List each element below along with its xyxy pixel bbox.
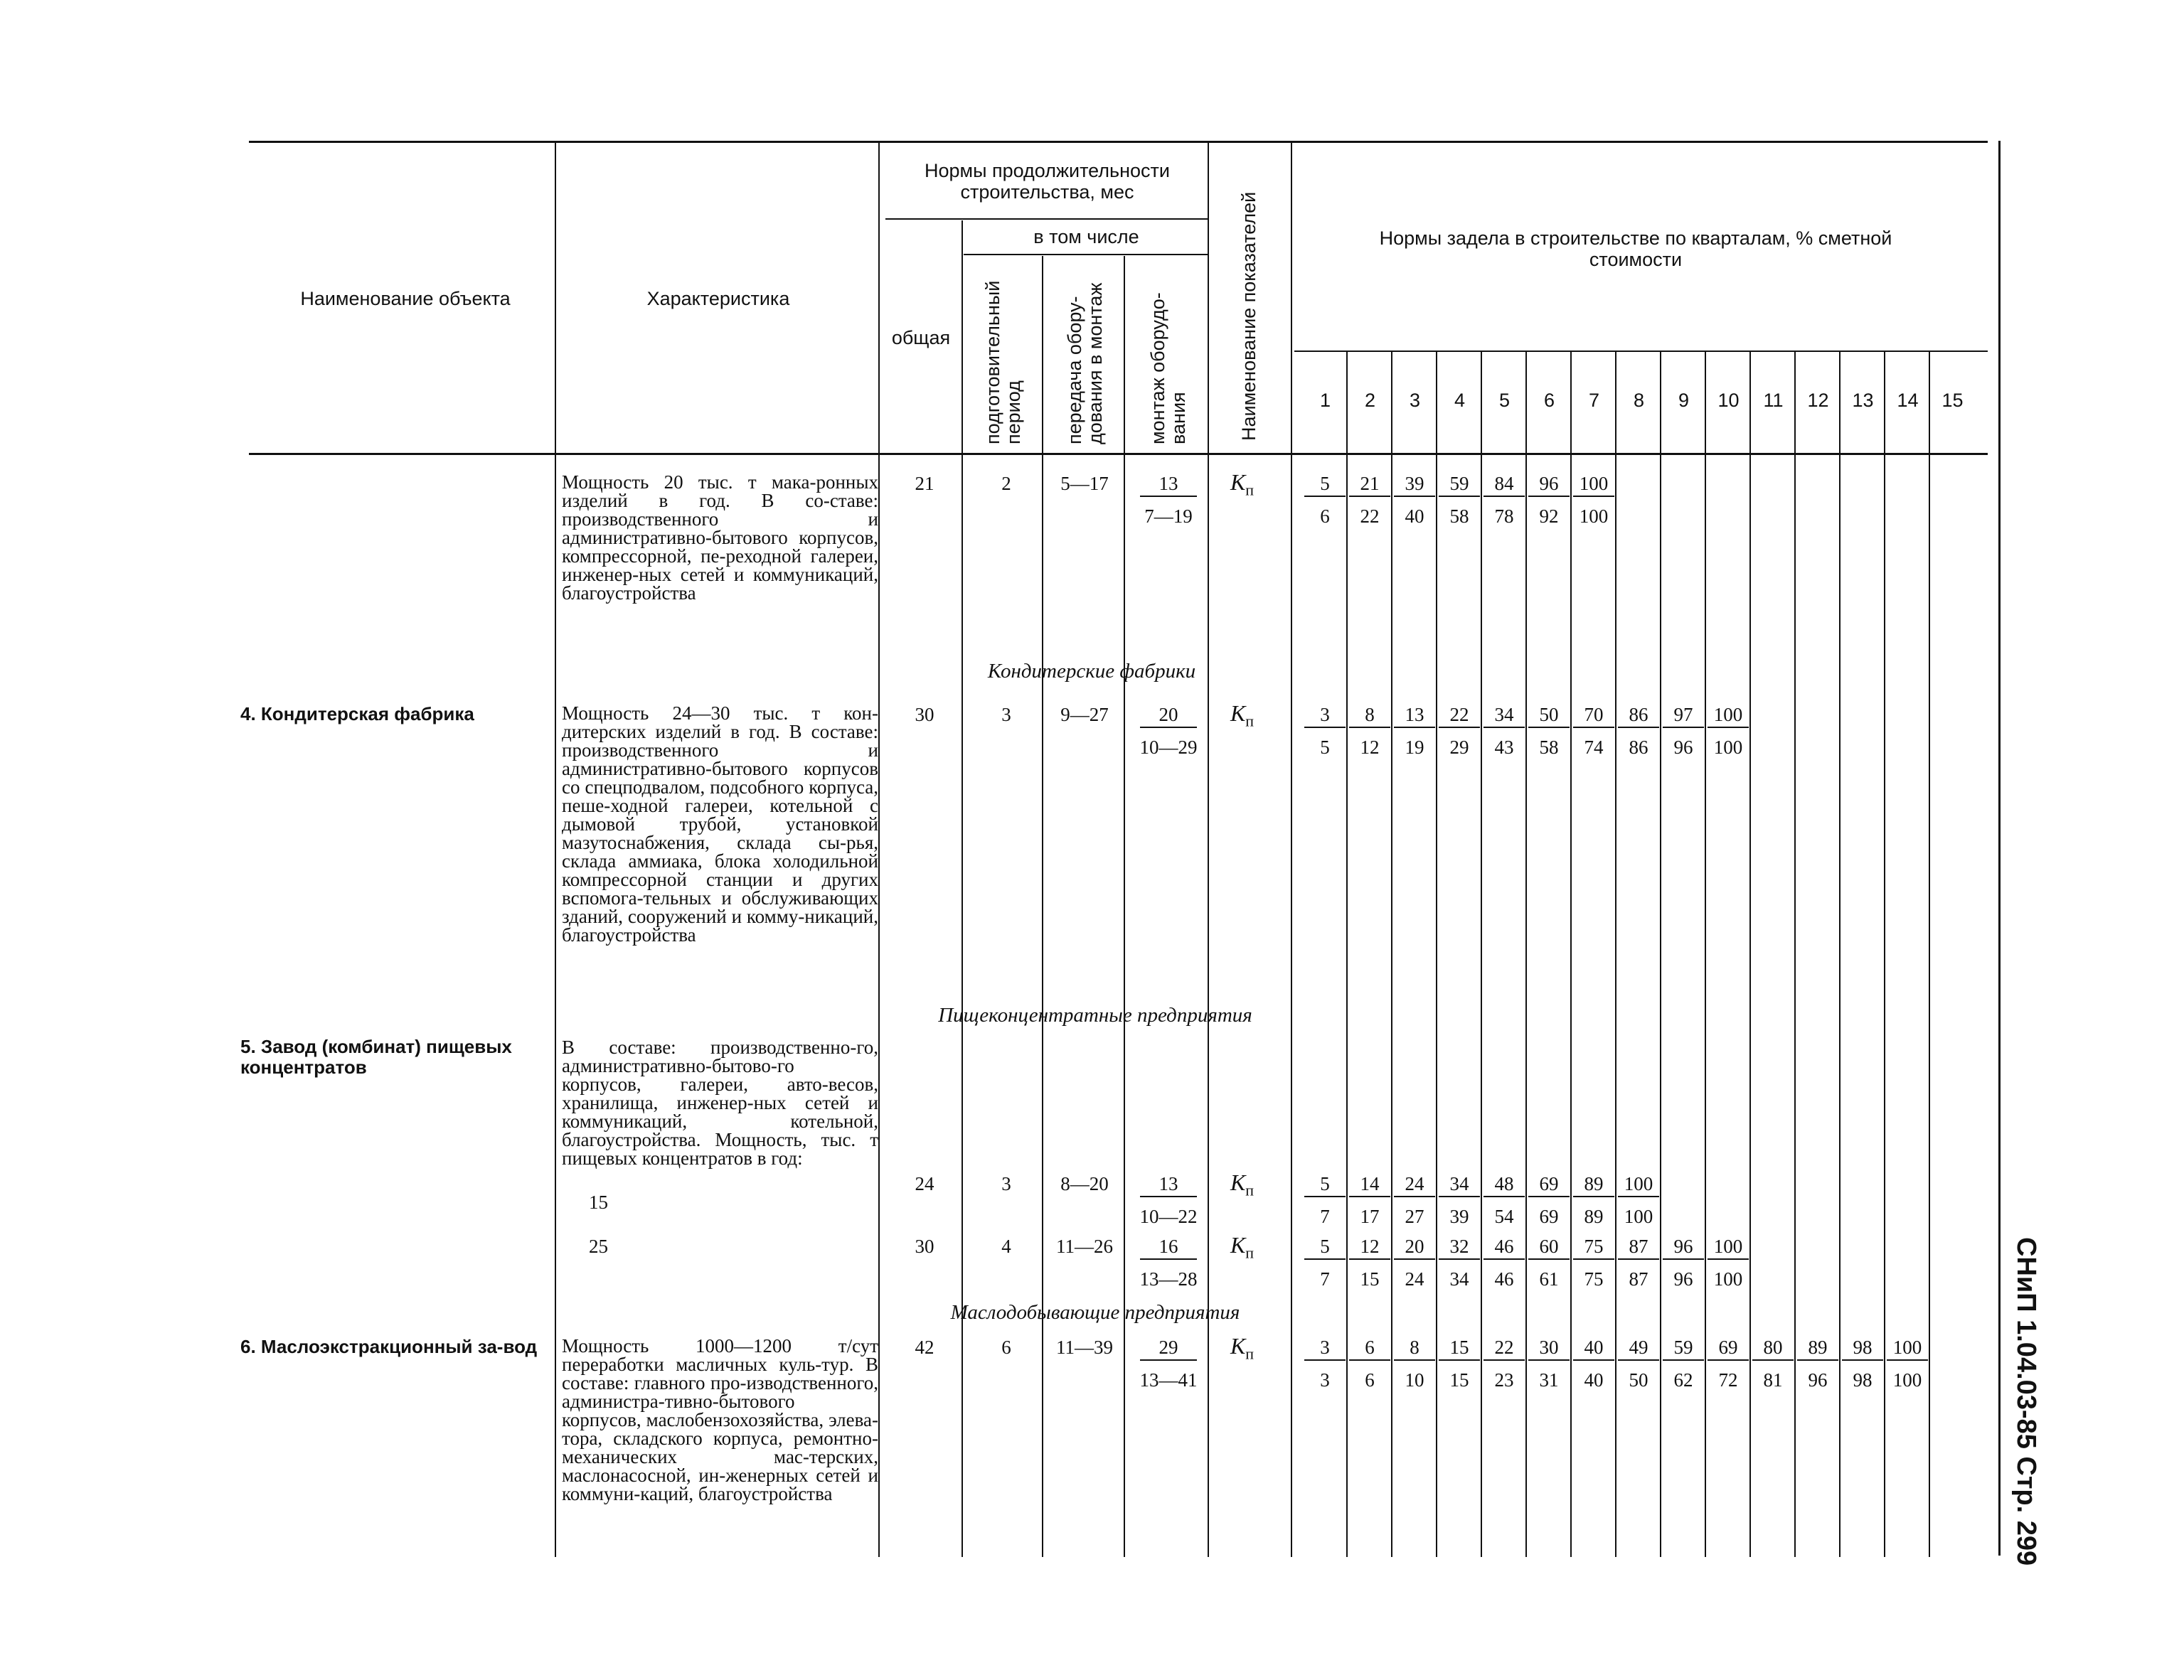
row1-quarters-q3-bot: 40 (1405, 505, 1424, 527)
quarter-header-8: 8 (1633, 390, 1645, 411)
quarter-header-2: 2 (1364, 390, 1376, 411)
row4-quarters-q8 (1618, 1337, 1659, 1391)
row1-quarters-q5-bot: 78 (1494, 505, 1514, 527)
row2-quarters-q6 (1528, 704, 1570, 758)
row2-install-top: 20 (1140, 704, 1197, 728)
quarter-header-3: 3 (1409, 390, 1421, 411)
row2-quarters-q5-top: 34 (1483, 704, 1525, 728)
row3b-quarters-q10-top: 100 (1708, 1236, 1749, 1260)
row1-quarters-q7-top: 100 (1573, 473, 1614, 497)
row2-quarters-q7-bot: 74 (1584, 737, 1604, 758)
row4-quarters-q5-bot: 23 (1494, 1369, 1514, 1391)
row2-total: 30 (915, 704, 934, 725)
vrule-transfer (1124, 256, 1125, 1557)
header-indicator: Наименование показателей (1238, 191, 1259, 441)
row3a-transfer: 8—20 (1060, 1173, 1109, 1194)
row1-install-bot: 7—19 (1144, 505, 1193, 527)
row1-quarters-q6-top: 96 (1528, 473, 1570, 497)
section-food-concentrates: Пищеконцентратные предприятия (938, 1004, 1252, 1027)
row3a-install-top: 13 (1140, 1173, 1197, 1197)
row4-quarters-q1-bot: 3 (1320, 1369, 1330, 1391)
row4-install-bot: 13—41 (1139, 1369, 1198, 1391)
row2-quarters-q5 (1483, 704, 1525, 758)
header-prep: подготовительный период (982, 280, 1024, 444)
row2-quarters-q10 (1708, 704, 1749, 758)
row4-quarters-q10 (1708, 1337, 1749, 1391)
row3b-quarters-q6-top: 60 (1528, 1236, 1570, 1260)
row4-quarters-q8-bot: 50 (1629, 1369, 1648, 1391)
row1-quarters-q4-bot: 58 (1449, 505, 1469, 527)
row4-quarters-q14-bot: 100 (1892, 1369, 1922, 1391)
row4-quarters-q12-bot: 96 (1808, 1369, 1828, 1391)
row1-desc: Мощность 20 тыс. т мака-ронных изделий в год. В со-ставе: производственного и административно-бытового корпусов, компрессорной, пе-реходной галереи, инженер-ных сетей и коммуникаций, благоустройства (562, 471, 878, 604)
row3a-quarters-q3-top: 24 (1394, 1173, 1435, 1197)
quarter-rule-12 (1839, 352, 1841, 1557)
quarter-rule-4 (1481, 352, 1482, 1557)
row3a-kp: $К_п$ (1230, 1170, 1255, 1199)
quarter-header-7: 7 (1588, 390, 1600, 411)
row3b-quarters-q10 (1708, 1236, 1749, 1290)
row4-prep: 6 (1001, 1337, 1011, 1358)
quarter-rule-1 (1346, 352, 1348, 1557)
duration-sub-rule (885, 218, 1209, 220)
vrule-total (962, 220, 963, 1557)
row3a-quarters-q1 (1304, 1173, 1346, 1227)
quarter-rule-11 (1794, 352, 1796, 1557)
row2-prep: 3 (1001, 704, 1011, 725)
row3b-quarters-q6 (1528, 1236, 1570, 1290)
row3a-quarters-q3 (1394, 1173, 1435, 1227)
row3a-quarters-q6-top: 69 (1528, 1173, 1570, 1197)
row3b-quarters-q9 (1663, 1236, 1704, 1290)
row4-quarters-q7-top: 40 (1573, 1337, 1614, 1361)
row3b-total: 30 (915, 1236, 934, 1257)
row3b-kp: $К_п$ (1230, 1232, 1255, 1262)
quarter-header-11: 11 (1763, 390, 1784, 411)
row4-quarters-q3-bot: 10 (1405, 1369, 1424, 1391)
row3a-quarters-q6 (1528, 1173, 1570, 1227)
row1-quarters-q5-top: 84 (1483, 473, 1525, 497)
row4-quarters-q1 (1304, 1337, 1346, 1391)
row3b-quarters-q3-top: 20 (1394, 1236, 1435, 1260)
quarter-header-9: 9 (1678, 390, 1690, 411)
row4-quarters-q12-top: 89 (1797, 1337, 1838, 1361)
row2-quarters-q7 (1573, 704, 1614, 758)
row3-desc: В составе: производственно-го, административно-бытово-го корпусов, галереи, авто-весов, хранилища, инженер-ных сетей и коммуникаций, котельной, благоустройства. Мощность, тыс. т пищевых концентратов в год: (562, 1037, 878, 1169)
row2-quarters-q4-top: 22 (1439, 704, 1480, 728)
row3a-quarters-q3-bot: 27 (1405, 1206, 1424, 1227)
row2-quarters-q8 (1618, 704, 1659, 758)
row4-quarters-q13 (1842, 1337, 1883, 1391)
row2-transfer: 9—27 (1060, 704, 1109, 725)
row4-quarters-q5 (1483, 1337, 1525, 1391)
row1-install (1129, 473, 1208, 527)
row3b-install-top: 16 (1140, 1236, 1197, 1260)
row4-quarters-q3-top: 8 (1394, 1337, 1435, 1361)
row2-name: 4. Кондитерская фабрика (240, 703, 474, 724)
header-characteristic: Характеристика (646, 288, 790, 309)
header-transfer: передача обору-дования в монтаж (1064, 282, 1106, 444)
row1-quarters-q1-top: 5 (1304, 473, 1346, 497)
row4-quarters-q5-top: 22 (1483, 1337, 1525, 1361)
row3a-prep: 3 (1001, 1173, 1011, 1194)
quarter-rule-9 (1705, 352, 1706, 1557)
row4-quarters-q4-bot: 15 (1449, 1369, 1469, 1391)
row4-transfer: 11—39 (1056, 1337, 1113, 1358)
row4-total: 42 (915, 1337, 934, 1358)
quarter-header-10: 10 (1717, 390, 1740, 411)
row3a-quarters-q4-bot: 39 (1449, 1206, 1469, 1227)
row4-kp: $К_п$ (1230, 1333, 1255, 1363)
row3b-quarters-q8-bot: 87 (1629, 1268, 1648, 1290)
row4-quarters-q2-top: 6 (1349, 1337, 1390, 1361)
row3b-quarters-q3-bot: 24 (1405, 1268, 1424, 1290)
section-oil: Маслодобывающие предприятия (950, 1301, 1240, 1324)
row4-quarters-q12 (1797, 1337, 1838, 1391)
row4-desc: Мощность 1000—1200 т/сут переработки масличных куль-тур. В составе: главного про-изводственного, администра-тивно-бытового корпусов, маслобензохозяйства, элева-тора, складского корпуса, ремонтно-механических мас-терских, маслонасосной, ин-женерных сетей и коммуни-каций, благоустройства (562, 1335, 878, 1504)
quarter-rule-6 (1570, 352, 1572, 1557)
row3a-quarters-q2-bot: 17 (1360, 1206, 1380, 1227)
quarter-header-13: 13 (1852, 390, 1874, 411)
row1-install-top: 13 (1140, 473, 1197, 497)
row3b-quarters-q9-top: 96 (1663, 1236, 1704, 1260)
quarter-rule-5 (1525, 352, 1527, 1557)
row3b-quarters-q9-bot: 96 (1673, 1268, 1693, 1290)
row2-quarters-q8-bot: 86 (1629, 737, 1648, 758)
row2-kp: $К_п$ (1230, 700, 1255, 730)
quarter-rule-2 (1391, 352, 1392, 1557)
row4-quarters-q4-top: 15 (1439, 1337, 1480, 1361)
row4-quarters-q10-bot: 72 (1718, 1369, 1738, 1391)
quarter-header-15: 15 (1941, 390, 1964, 411)
row4-quarters-q8-top: 49 (1618, 1337, 1659, 1361)
row3a-quarters-q8-bot: 100 (1624, 1206, 1653, 1227)
row3-name: 5. Завод (комбинат) пищевых концентратов (240, 1036, 512, 1078)
row1-quarters-q3-top: 39 (1394, 473, 1435, 497)
row4-quarters-q9 (1663, 1337, 1704, 1391)
section-confectionery: Кондитерские фабрики (987, 660, 1196, 683)
header-total: общая (891, 327, 951, 348)
row4-quarters-q3 (1394, 1337, 1435, 1391)
row1-quarters-q7 (1573, 473, 1614, 527)
row1-total: 21 (915, 473, 934, 494)
row3a-install (1129, 1173, 1208, 1227)
row3a-quarters-q8-top: 100 (1618, 1173, 1659, 1197)
row3b-install (1129, 1236, 1208, 1290)
row1-quarters-q2-bot: 22 (1360, 505, 1380, 527)
side-running-header: СНиП 1.04.03-85 Стр. 299 (2011, 1237, 2041, 1566)
row1-transfer: 5—17 (1060, 473, 1109, 494)
row2-quarters-q1-bot: 5 (1320, 737, 1330, 758)
row3a-quarters-q4-top: 34 (1439, 1173, 1480, 1197)
row2-quarters-q9-bot: 96 (1673, 737, 1693, 758)
row3b-quarters-q2 (1349, 1236, 1390, 1290)
quarter-rule-14 (1929, 352, 1930, 1557)
row3b-prep: 4 (1001, 1236, 1011, 1257)
quarter-rule-3 (1436, 352, 1437, 1557)
row4-quarters-q14 (1887, 1337, 1928, 1391)
row3a-quarters-q5-top: 48 (1483, 1173, 1525, 1197)
row1-prep: 2 (1001, 473, 1011, 494)
header-bottom-rule (249, 453, 1988, 455)
row3b-quarters-q5-bot: 46 (1494, 1268, 1514, 1290)
row3a-quarters-q7-bot: 89 (1584, 1206, 1604, 1227)
row3b-quarters-q8-top: 87 (1618, 1236, 1659, 1260)
vrule-prep (1042, 256, 1043, 1557)
quarter-rule-13 (1884, 352, 1885, 1557)
row3b-quarters-q4-top: 32 (1439, 1236, 1480, 1260)
row1-quarters-q2-top: 21 (1349, 473, 1390, 497)
row3a-total: 24 (915, 1173, 934, 1194)
row3a-quarters-q2-top: 14 (1349, 1173, 1390, 1197)
row1-quarters-q6-bot: 92 (1539, 505, 1559, 527)
top-rule (249, 141, 1988, 143)
header-duration-title: Нормы продолжительности строительства, мес (924, 160, 1170, 203)
row1-quarters-q7-bot: 100 (1579, 505, 1609, 527)
row1-quarters-q5 (1483, 473, 1525, 527)
row2-quarters-q7-top: 70 (1573, 704, 1614, 728)
row3b-quarters-q2-top: 12 (1349, 1236, 1390, 1260)
quarter-rule-7 (1615, 352, 1616, 1557)
row4-quarters-q11 (1752, 1337, 1794, 1391)
row3b-quarters-q4-bot: 34 (1449, 1268, 1469, 1290)
vrule-indicator (1291, 142, 1292, 1557)
row2-quarters-q9 (1663, 704, 1704, 758)
row3a-quarters-q6-bot: 69 (1539, 1206, 1559, 1227)
header-install: монтаж оборудо-вания (1147, 292, 1189, 444)
row3a-quarters-q7-top: 89 (1573, 1173, 1614, 1197)
vrule-install (1208, 142, 1209, 1557)
header-incl: в том числе (1033, 226, 1139, 247)
quarter-header-14: 14 (1897, 390, 1919, 411)
row4-quarters-q13-bot: 98 (1853, 1369, 1873, 1391)
row2-install (1129, 704, 1208, 758)
row1-quarters-q6 (1528, 473, 1570, 527)
quarter-header-5: 5 (1498, 390, 1511, 411)
row3a-quarters-q5-bot: 54 (1494, 1206, 1514, 1227)
row4-quarters-q14-top: 100 (1887, 1337, 1928, 1361)
row3a-quarters-q8 (1618, 1173, 1659, 1227)
row2-quarters-q2-bot: 12 (1360, 737, 1380, 758)
row1-quarters-q2 (1349, 473, 1390, 527)
row4-quarters-q11-top: 80 (1752, 1337, 1794, 1361)
row3b-quarters-q7-top: 75 (1573, 1236, 1614, 1260)
row2-quarters-q4-bot: 29 (1449, 737, 1469, 758)
row4-install-top: 29 (1140, 1337, 1197, 1361)
row3b-quarters-q7-bot: 75 (1584, 1268, 1604, 1290)
row2-quarters-q9-top: 97 (1663, 704, 1704, 728)
row2-quarters-q6-bot: 58 (1539, 737, 1559, 758)
header-backlog-title: Нормы задела в строительстве по кварталам, % сметной стоимости (1379, 228, 1892, 270)
row2-desc: Мощность 24—30 тыс. т кон-дитерских изделий в год. В составе: производственного и административно-бытового корпусов со спецподвалом, подсобного корпуса, пеше-ходной галереи, котельной с дымовой трубой, установкой мазутоснабжения, склада сы-рья, склада аммиака, блока холодильной компрессорной станции и других вспомога-тельных и обслуживающих зданий, сооружений и комму-никаций, благоустройства (562, 702, 878, 946)
row2-quarters-q6-top: 50 (1528, 704, 1570, 728)
row2-quarters-q4 (1439, 704, 1480, 758)
row3a-quarters-q1-top: 5 (1304, 1173, 1346, 1197)
quarter-header-1: 1 (1319, 390, 1331, 411)
row3b-quarters-q1 (1304, 1236, 1346, 1290)
row2-install-bot: 10—29 (1139, 737, 1198, 758)
row2-quarters-q1 (1304, 704, 1346, 758)
row3b-quarters-q2-bot: 15 (1360, 1268, 1380, 1290)
quarter-rule-10 (1749, 352, 1751, 1557)
vrule-right (1998, 141, 2001, 1556)
row4-name: 6. Маслоэкстракционный за-вод (240, 1336, 538, 1357)
row3b-transfer: 11—26 (1056, 1236, 1113, 1257)
vrule-name (555, 142, 556, 1557)
row4-quarters-q9-top: 59 (1663, 1337, 1704, 1361)
row3a-quarters-q1-bot: 7 (1320, 1206, 1330, 1227)
row1-quarters-q4-top: 59 (1439, 473, 1480, 497)
row2-quarters-q1-top: 3 (1304, 704, 1346, 728)
row2-quarters-q10-bot: 100 (1713, 737, 1743, 758)
row3a-quarters-q5 (1483, 1173, 1525, 1227)
row2-quarters-q8-top: 86 (1618, 704, 1659, 728)
row1-quarters-q3 (1394, 473, 1435, 527)
header-name: Наименование объекта (300, 288, 511, 309)
row1-quarters-q1-bot: 6 (1320, 505, 1330, 527)
row1-quarters-q4 (1439, 473, 1480, 527)
row3b-quarters-q1-bot: 7 (1320, 1268, 1330, 1290)
row3b-quarters-q6-bot: 61 (1539, 1268, 1559, 1290)
row4-quarters-q9-bot: 62 (1673, 1369, 1693, 1391)
row4-quarters-q6-bot: 31 (1539, 1369, 1559, 1391)
row3a-install-bot: 10—22 (1139, 1206, 1198, 1227)
row3b-install-bot: 13—28 (1139, 1268, 1198, 1290)
row2-quarters-q2-top: 8 (1349, 704, 1390, 728)
vrule-desc (878, 142, 880, 1557)
row4-quarters-q2 (1349, 1337, 1390, 1391)
row4-quarters-q6 (1528, 1337, 1570, 1391)
row4-quarters-q2-bot: 6 (1365, 1369, 1375, 1391)
row4-quarters-q11-bot: 81 (1763, 1369, 1783, 1391)
row2-quarters-q3-top: 13 (1394, 704, 1435, 728)
row4-quarters-q7-bot: 40 (1584, 1369, 1604, 1391)
row4-quarters-q10-top: 69 (1708, 1337, 1749, 1361)
row3b-quarters-q5 (1483, 1236, 1525, 1290)
row3b-quarters-q1-top: 5 (1304, 1236, 1346, 1260)
row3-sub2: 25 (589, 1236, 608, 1257)
row3a-quarters-q4 (1439, 1173, 1480, 1227)
row3b-quarters-q10-bot: 100 (1713, 1268, 1743, 1290)
row2-quarters-q3-bot: 19 (1405, 737, 1424, 758)
row3b-quarters-q4 (1439, 1236, 1480, 1290)
quarter-header-6: 6 (1543, 390, 1555, 411)
row3-sub1: 15 (589, 1192, 608, 1213)
row1-kp: $К_п$ (1230, 469, 1255, 499)
row4-quarters-q7 (1573, 1337, 1614, 1391)
row2-quarters-q5-bot: 43 (1494, 737, 1514, 758)
row2-quarters-q10-top: 100 (1708, 704, 1749, 728)
row4-quarters-q13-top: 98 (1842, 1337, 1883, 1361)
row3b-quarters-q5-top: 46 (1483, 1236, 1525, 1260)
row2-quarters-q2 (1349, 704, 1390, 758)
row4-quarters-q6-top: 30 (1528, 1337, 1570, 1361)
row3b-quarters-q3 (1394, 1236, 1435, 1290)
row3b-quarters-q8 (1618, 1236, 1659, 1290)
row1-quarters-q1 (1304, 473, 1346, 527)
row4-install (1129, 1337, 1208, 1391)
quarter-header-4: 4 (1454, 390, 1466, 411)
row4-quarters-q4 (1439, 1337, 1480, 1391)
row4-quarters-q1-top: 3 (1304, 1337, 1346, 1361)
row3a-quarters-q7 (1573, 1173, 1614, 1227)
row3b-quarters-q7 (1573, 1236, 1614, 1290)
quarter-rule-8 (1660, 352, 1661, 1557)
row3a-quarters-q2 (1349, 1173, 1390, 1227)
row2-quarters-q3 (1394, 704, 1435, 758)
quarter-header-12: 12 (1807, 390, 1829, 411)
